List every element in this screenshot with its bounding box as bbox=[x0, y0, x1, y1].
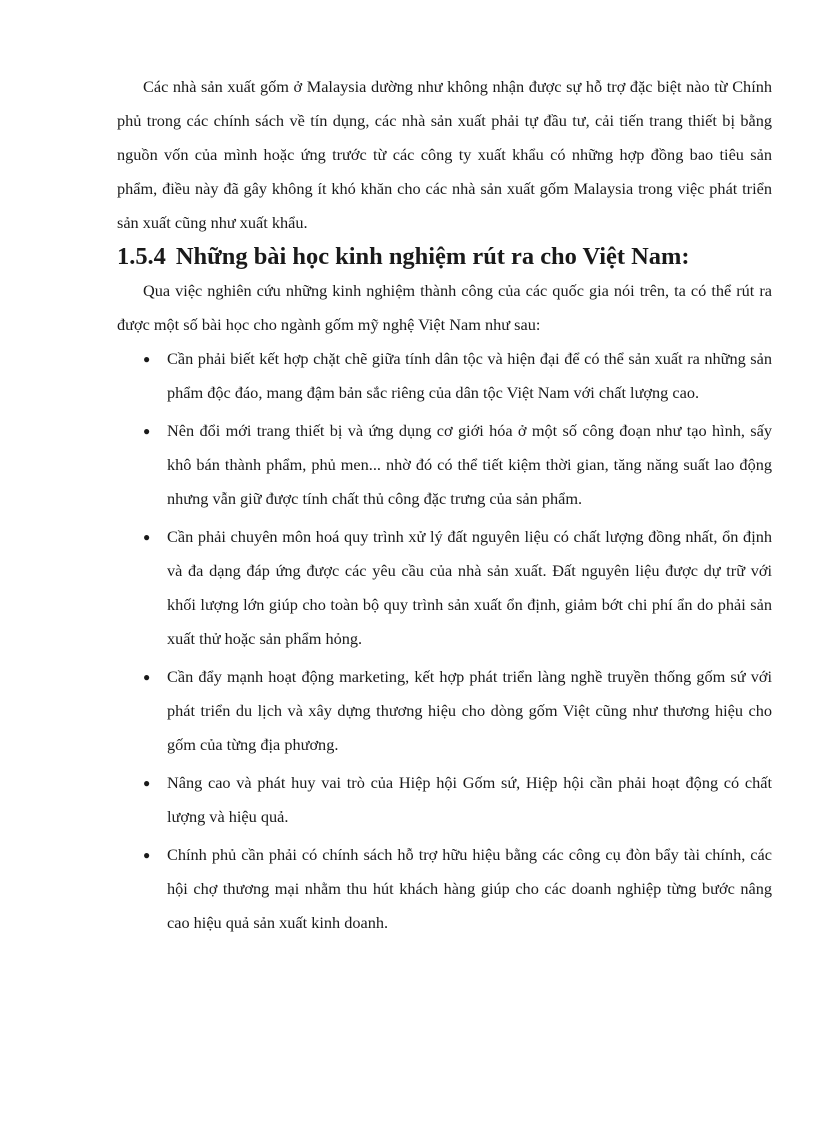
list-item-text: Cần đẩy mạnh hoạt động marketing, kết hợp phát triển làng nghề truyền thống gốm sứ với phát triển du lịch và xây dựng thương hiệu cho dòng gốm Việt cũng như thương hiệu cho gốm của từng địa phương. bbox=[167, 667, 772, 754]
bullet-icon: ● bbox=[143, 530, 151, 544]
list-item-text: Cần phải chuyên môn hoá quy trình xử lý đất nguyên liệu có chất lượng đồng nhất, ổn định và đa dạng đáp ứng được các yêu cầu của nhà sản xuất. Đất nguyên liệu được dự trữ với khối lượng lớn giúp cho toàn bộ quy trình sản xuất ổn định, giảm bớt chi phí ẩn do phải sản xuất thử hoặc sản phẩm hỏng. bbox=[167, 527, 772, 648]
bullet-icon: ● bbox=[143, 848, 151, 862]
lessons-list bbox=[117, 342, 772, 940]
section-title: Những bài học kinh nghiệm rút ra cho Việt Nam: bbox=[175, 243, 690, 270]
list-item bbox=[117, 766, 772, 834]
list-item-text: Nâng cao và phát huy vai trò của Hiệp hội Gốm sứ, Hiệp hội cần phải hoạt động có chất lượng và hiệu quả. bbox=[167, 773, 772, 826]
bullet-icon: ● bbox=[143, 352, 151, 366]
list-item-text: Cần phải biết kết hợp chặt chẽ giữa tính dân tộc và hiện đại để có thể sản xuất ra những sản phẩm độc đáo, mang đậm bản sắc riêng của dân tộc Việt Nam với chất lượng cao. bbox=[167, 349, 772, 402]
bullet-icon: ● bbox=[143, 670, 151, 684]
bullet-icon: ● bbox=[143, 776, 151, 790]
section-heading bbox=[117, 240, 772, 274]
intro-paragraph: Các nhà sản xuất gốm ở Malaysia dường như không nhận được sự hỗ trợ đặc biệt nào từ Chính phủ trong các chính sách về tín dụng, các nhà sản xuất phải tự đầu tư, cải tiến trang thiết bị bằng nguồn vốn của mình hoặc ứng trước từ các công ty xuất khẩu có những hợp đồng bao tiêu sản phẩm, điều này đã gây không ít khó khăn cho các nhà sản xuất gốm Malaysia trong việc phát triển sản xuất cũng như xuất khẩu. bbox=[117, 77, 772, 232]
section-number: 1.5.4 bbox=[117, 243, 166, 270]
list-item-text: Chính phủ cần phải có chính sách hỗ trợ hữu hiệu bằng các công cụ đòn bẩy tài chính, các hội chợ thương mại nhằm thu hút khách hàng giúp cho các doanh nghiệp từng bước nâng cao hiệu quả sản xuất kinh doanh. bbox=[167, 845, 772, 932]
list-item-text: Nên đổi mới trang thiết bị và ứng dụng cơ giới hóa ở một số công đoạn như tạo hình, sấy khô bán thành phẩm, phủ men... nhờ đó có thể tiết kiệm thời gian, tăng năng suất lao động nhưng vẫn giữ được tính chất thủ công đặc trưng của sản phẩm. bbox=[167, 421, 772, 508]
list-item bbox=[117, 414, 772, 516]
lead-paragraph: Qua việc nghiên cứu những kinh nghiệm thành công của các quốc gia nói trên, ta có thể rút ra được một số bài học cho ngành gốm mỹ nghệ Việt Nam như sau: bbox=[117, 281, 772, 334]
list-item bbox=[117, 520, 772, 656]
list-item bbox=[117, 660, 772, 762]
bullet-icon: ● bbox=[143, 424, 151, 438]
document-page bbox=[117, 70, 772, 944]
list-item bbox=[117, 342, 772, 410]
list-item bbox=[117, 838, 772, 940]
